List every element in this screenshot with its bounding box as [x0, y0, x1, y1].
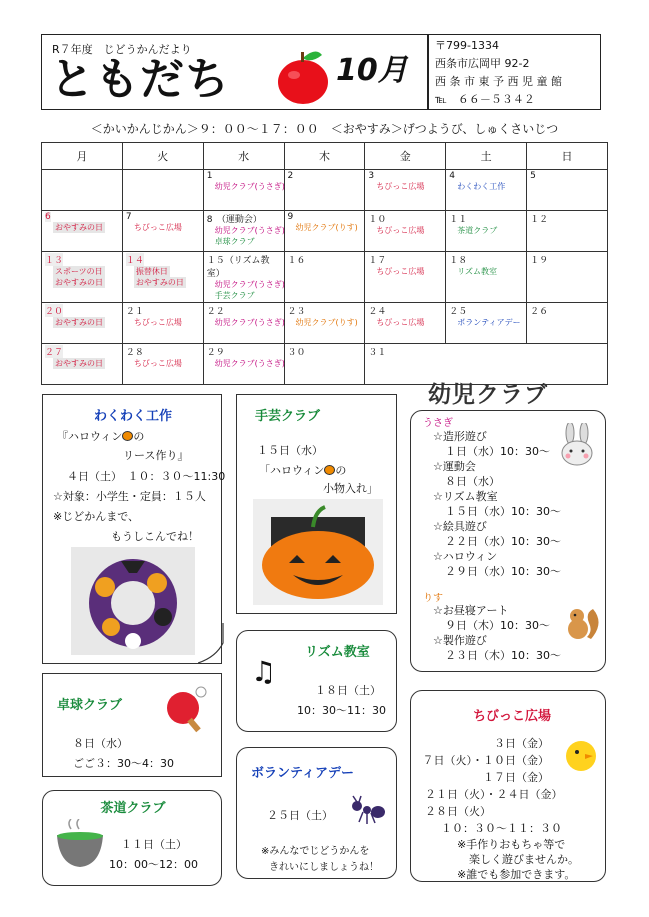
calendar-event: 幼児クラブ(うさぎ) [214, 359, 285, 368]
shugei-line-2: 「ハロウィン の [259, 464, 347, 477]
wakuwaku-box [42, 394, 226, 664]
calendar-day-cell [527, 211, 608, 252]
day-number: １９ [530, 256, 549, 266]
day-number: １５（リズム教室） [206, 256, 270, 279]
holiday-event [45, 358, 119, 369]
calendar-event: ちびっこ広場 [376, 182, 425, 191]
sado-title: 茶道クラブ [100, 801, 166, 816]
calendar-event: 幼児クラブ(りす) [295, 318, 358, 327]
page-curl-icon [198, 623, 228, 663]
holiday-label: 振替休日 [135, 267, 168, 276]
calendar-day-cell [446, 211, 527, 252]
chibikko-date-2: ７日（火）・１０日（金） [422, 754, 549, 767]
activity-name: ☆製作遊び [433, 634, 487, 647]
holiday-event [45, 317, 119, 328]
holiday-event [45, 222, 119, 233]
calendar-event: 幼児クラブ(りす) [295, 223, 358, 232]
calendar-day-cell [42, 252, 123, 303]
day-number: ２４ [368, 307, 387, 317]
chibikko-note-3: ※誰でも参加できます。 [457, 868, 576, 881]
chibikko-date-3: １７日（金） [483, 771, 549, 784]
wakuwaku-line-2: リース作り』 [123, 449, 189, 462]
day-number: 3 [368, 171, 375, 181]
address-box [428, 34, 601, 110]
day-number: １０ [368, 215, 387, 225]
holiday-label: おやすみの日 [135, 278, 184, 287]
takkyu-time: ごご３：30～4：30 [73, 757, 174, 770]
calendar-day-cell [203, 344, 284, 385]
chick-icon [561, 733, 601, 773]
rhythm-title: リズム教室 [305, 645, 370, 660]
calendar-week-row [42, 170, 608, 211]
calendar-event: ちびっこ広場 [376, 318, 425, 327]
calendar-event: ちびっこ広場 [376, 267, 425, 276]
activity-name: ☆造形遊び [433, 430, 487, 443]
weekday-header: 木 [284, 143, 365, 170]
wakuwaku-note-1: ※じどかんまで、 [53, 510, 139, 523]
holiday-label: おやすみの日 [55, 223, 103, 232]
activity-date: ２２日（水）10：30～ [445, 535, 561, 548]
calendar-day-cell [122, 344, 203, 385]
chibikko-note-1: ※手作りおもちゃ等で [457, 838, 566, 851]
activity-date: １５日（水）10：30～ [445, 505, 561, 518]
shugei-line-3: 小物入れ」 [323, 482, 378, 495]
chibikko-time: １０：３０～１１：３０ [441, 822, 562, 835]
sado-box [42, 790, 222, 886]
wakuwaku-note-2: もうしこんでね！ [111, 530, 199, 543]
calendar-event: 幼児クラブ(うさぎ) [214, 226, 285, 235]
calendar-day-cell [42, 211, 123, 252]
activity-name: ☆お昼寝アート [433, 604, 509, 617]
shugei-date: １５日（水） [257, 444, 323, 457]
calendar-day-cell [446, 252, 527, 303]
calendar-day-cell [42, 170, 123, 211]
calendar-day-cell [284, 170, 365, 211]
day-number: ２０ [45, 304, 63, 317]
day-number: ２７ [45, 345, 63, 358]
calendar-day-cell [203, 252, 284, 303]
calendar-event: 卓球クラブ [214, 237, 255, 246]
takkyu-title: 卓球クラブ [57, 698, 123, 713]
calendar-day-cell [527, 252, 608, 303]
weekday-header: 火 [122, 143, 203, 170]
ping-pong-icon [161, 684, 211, 734]
calendar-week-row [42, 252, 608, 303]
day-number: 1 [206, 171, 213, 181]
activity-date: １日（水）10：30～ [445, 445, 550, 458]
title-box [41, 34, 428, 110]
day-number: 6 [45, 212, 51, 222]
halloween-wreath-photo [71, 547, 195, 655]
volunteer-note-2: きれいにしましょうね！ [269, 862, 379, 873]
chibikko-date-5: ２８日（火） [425, 805, 491, 818]
activity-name: ☆運動会 [433, 460, 476, 473]
opening-hours: ＜かいかんじかん＞９：００～１７：００ ＜おやすみ＞げつようび、しゅくさいじつ [90, 122, 559, 136]
activity-name: ☆ハロウィン [433, 550, 498, 563]
squirrel-icon [563, 603, 603, 643]
calendar-event: 茶道クラブ [457, 226, 498, 235]
newsletter-title: ともだち [50, 54, 230, 105]
activity-name: ☆リズム教室 [433, 490, 498, 503]
calendar-body [42, 170, 608, 385]
day-number: １８ [449, 256, 468, 266]
activity-date: ２３日（木）10：30～ [445, 649, 561, 662]
holiday-event [126, 277, 200, 288]
day-number: ２３ [287, 307, 306, 317]
calendar-event: ちびっこ広場 [133, 359, 182, 368]
calendar-day-cell [527, 303, 608, 344]
activity-date: ２９日（水）10：30～ [445, 565, 561, 578]
rhythm-time: 10：30～11：30 [297, 704, 386, 717]
facility-name: 西 条 市 東 予 西 児 童 館 [435, 75, 562, 88]
calendar-week-row [42, 211, 608, 252]
tea-bowl-icon [53, 819, 107, 873]
holiday-event [45, 277, 119, 288]
youji-club-box [410, 410, 606, 672]
calendar-day-cell [203, 170, 284, 211]
calendar-day-cell [122, 303, 203, 344]
calendar-event: わくわく工作 [457, 182, 506, 191]
day-number: 4 [449, 171, 455, 181]
weekday-header: 月 [42, 143, 123, 170]
youji-club-heading: 幼児クラブ [428, 382, 548, 408]
chibikko-date-1: ３日（金） [494, 737, 549, 750]
chibikko-title: ちびっこ広場 [473, 709, 552, 724]
rhythm-box [236, 630, 397, 732]
calendar-event: ちびっこ広場 [133, 318, 182, 327]
weekday-header: 金 [365, 143, 446, 170]
calendar-day-cell [365, 170, 446, 211]
phone-number: ℡ ６６－５３４２ [435, 93, 535, 106]
chibikko-note-2: 楽しく遊びませんか。 [469, 853, 579, 866]
activity-name: ☆絵具遊び [433, 520, 487, 533]
holiday-label: おやすみの日 [55, 359, 103, 368]
calendar-day-cell [365, 211, 446, 252]
risu-label: りす [423, 593, 443, 604]
holiday-label: スポーツの日 [55, 267, 103, 276]
calendar-day-cell [527, 170, 608, 211]
volunteer-note-1: ※みんなでじどうかんを [261, 846, 370, 857]
rhythm-date: １８日（土） [315, 684, 381, 697]
month-label: 10月 [336, 53, 408, 88]
day-number: １４ [126, 253, 144, 266]
day-number: 5 [530, 171, 536, 181]
wakuwaku-target: ☆対象：小学生・定員：１５人 [53, 490, 206, 503]
pumpkin-icon [324, 465, 335, 475]
calendar-event: ボランティアデー [457, 318, 521, 327]
usagi-schedule [433, 429, 561, 579]
calendar-day-cell [42, 303, 123, 344]
calendar-day-cell [122, 211, 203, 252]
day-number: ２１ [125, 307, 144, 317]
apple-icon [274, 47, 332, 105]
calendar-event: ちびっこ広場 [376, 226, 425, 235]
wakuwaku-line-1: 『ハロウィン の [57, 430, 145, 443]
calendar-event: 手芸クラブ [214, 291, 255, 300]
day-number: ２９ [206, 348, 225, 358]
calendar-day-cell [284, 344, 365, 385]
pumpkin-box-photo [253, 499, 383, 605]
wakuwaku-title: わくわく工作 [93, 409, 172, 424]
calendar-day-cell [42, 344, 123, 385]
day-number: １２ [530, 215, 549, 225]
newsletter-subtitle: R７年度 じどうかんだより [52, 43, 192, 56]
shugei-box [236, 394, 397, 614]
holiday-event [126, 266, 200, 277]
takkyu-box [42, 673, 222, 777]
weekday-header: 日 [527, 143, 608, 170]
calendar-week-row [42, 303, 608, 344]
usagi-label: うさぎ [423, 418, 453, 429]
day-number: ２２ [206, 307, 225, 317]
volunteer-box [236, 747, 397, 879]
activity-date: ９日（木）10：30～ [445, 619, 550, 632]
music-notes-icon: ♫ [251, 655, 277, 688]
calendar-day-cell [446, 170, 527, 211]
calendar-day-cell [284, 211, 365, 252]
activity-date: ８日（水） [445, 475, 500, 488]
day-number: １１ [449, 215, 468, 225]
sado-time: 10：00～12：00 [109, 858, 198, 871]
sado-date: １１日（土） [121, 838, 187, 851]
risu-schedule [433, 603, 561, 663]
day-number: ３０ [287, 348, 306, 358]
volunteer-date: ２５日（土） [267, 809, 333, 822]
holiday-label: おやすみの日 [55, 318, 103, 327]
day-number: ３１ [368, 348, 387, 358]
calendar-day-cell [284, 252, 365, 303]
address-line: 西条市広岡甲 92-2 [435, 57, 530, 70]
holiday-event [45, 266, 119, 277]
holiday-label: おやすみの日 [55, 278, 103, 287]
calendar-day-cell [365, 303, 446, 344]
calendar-day-cell [446, 303, 527, 344]
day-number: 8 （運動会） [206, 215, 262, 225]
day-number: １３ [45, 253, 63, 266]
day-number: 2 [287, 171, 294, 181]
calendar-day-cell [284, 303, 365, 344]
day-number: １７ [368, 256, 387, 266]
weekday-header: 水 [203, 143, 284, 170]
calendar-event: 幼児クラブ(うさぎ) [214, 318, 285, 327]
day-number: １６ [287, 256, 306, 266]
chibikko-box [410, 690, 606, 882]
calendar-day-cell [122, 170, 203, 211]
chibikko-date-4: ２１日（火）・２４日（金） [425, 788, 563, 801]
day-number: ２５ [449, 307, 468, 317]
rabbit-icon [557, 423, 597, 467]
volunteer-title: ボランティアデー [251, 766, 354, 781]
day-number: ２６ [530, 307, 549, 317]
calendar-day-cell [203, 211, 284, 252]
day-number: 9 [287, 212, 294, 222]
calendar-event: 幼児クラブ(うさぎ) [214, 182, 285, 191]
wakuwaku-date: ４日（土） １０：３０～11:30 [67, 470, 226, 483]
calendar-day-cell [122, 252, 203, 303]
calendar-event: 幼児クラブ(うさぎ) [214, 280, 285, 289]
day-number: 7 [125, 212, 132, 222]
calendar-event: リズム教室 [457, 267, 498, 276]
calendar-day-cell [203, 303, 284, 344]
calendar-header-row [42, 143, 608, 170]
calendar-day-cell [365, 252, 446, 303]
weekday-header: 土 [446, 143, 527, 170]
takkyu-date: ８日（水） [73, 737, 128, 750]
day-number: ２８ [125, 348, 144, 358]
postal-code: 〒799-1334 [435, 39, 499, 52]
shugei-title: 手芸クラブ [255, 409, 321, 424]
pumpkin-icon [122, 431, 133, 441]
calendar-event: ちびっこ広場 [133, 223, 182, 232]
calendar [41, 142, 608, 385]
ant-icon [349, 794, 387, 826]
